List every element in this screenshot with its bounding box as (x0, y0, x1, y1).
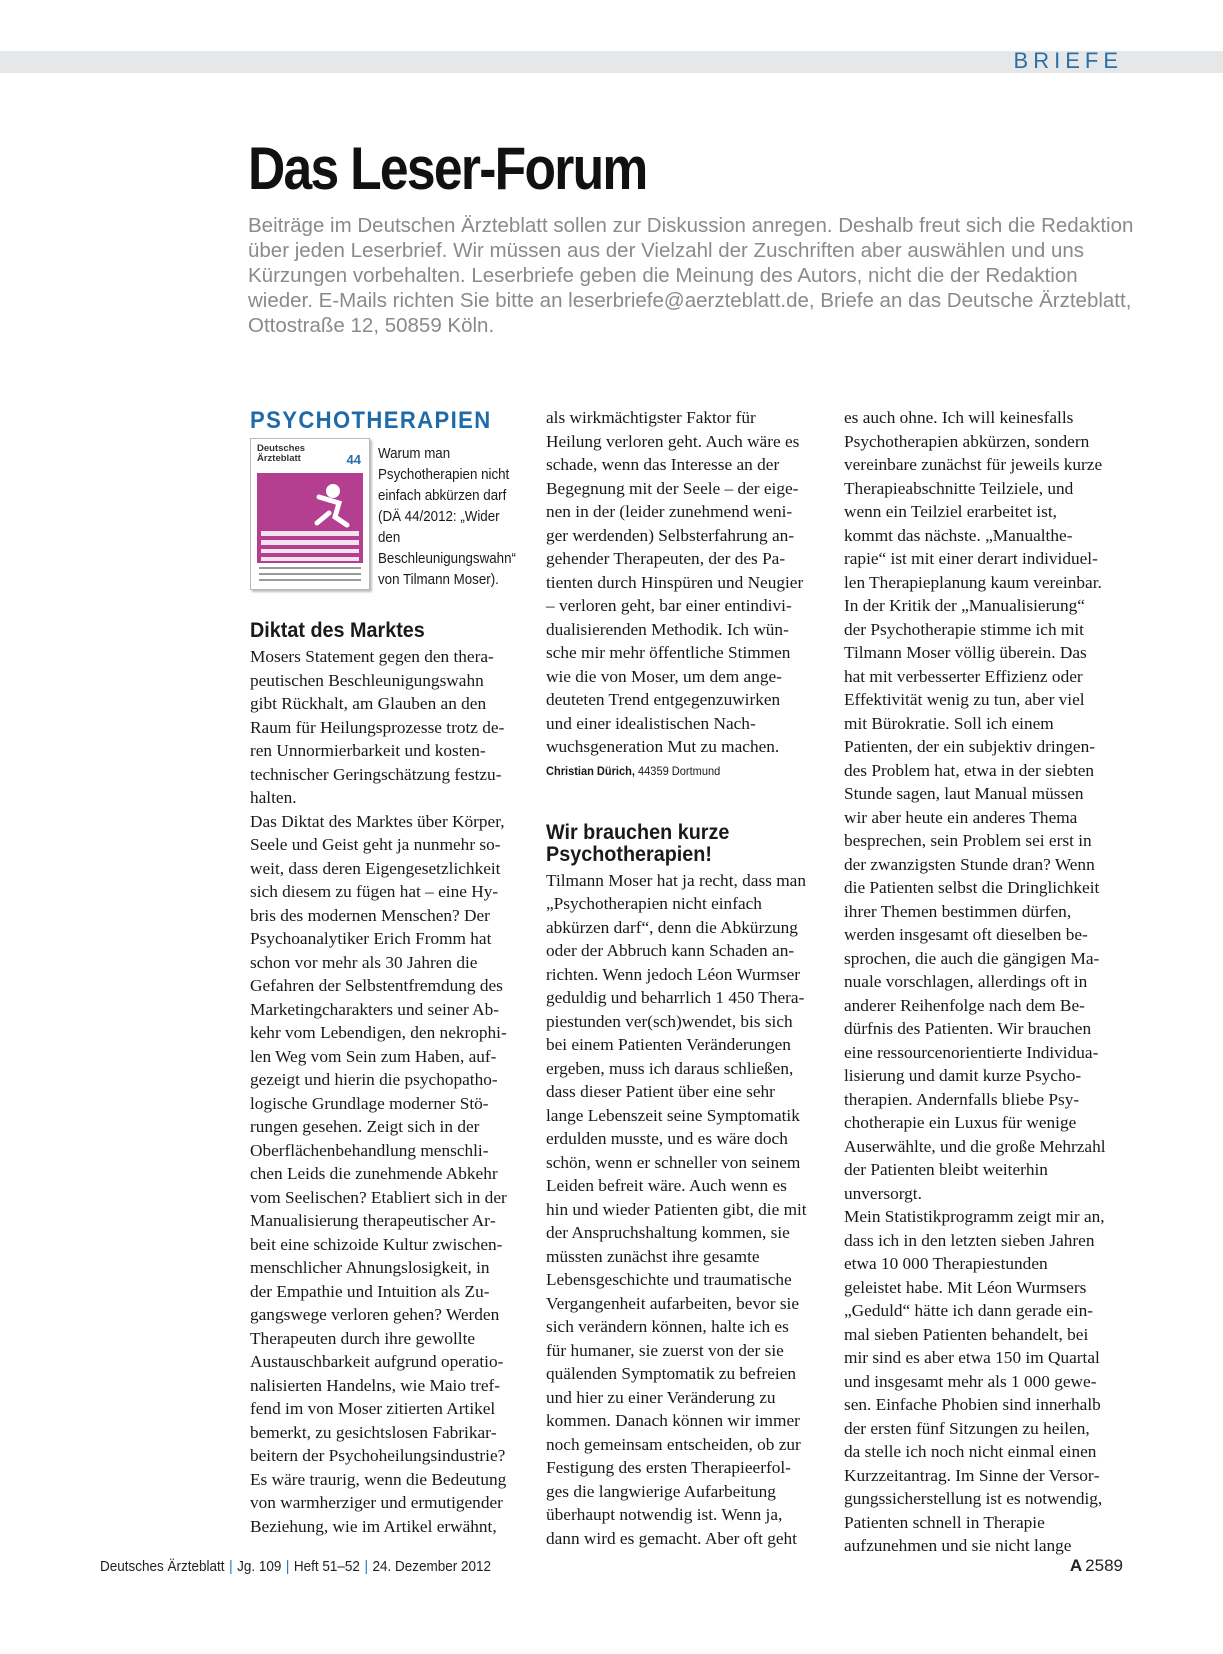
cover-artwork (257, 473, 363, 563)
page-number (1070, 1555, 1123, 1577)
letter-1-paragraph-1: Mosers Statement gegen den therapeutischen Beschleunigungswahn gibt Rückhalt, am Glauben an den Raum für Heilungsprozesse trotz deren Unnormierbarkeit und kostentechnischer Geringschätzung festzuhalten. (250, 647, 505, 807)
reference-box (250, 438, 516, 591)
reference-text: Warum man Psychotherapien nicht einfach abkürzen darf (DÄ 44/2012: „Wider den Beschleunigungswahn“ von Tilmann Moser). (378, 446, 516, 588)
column-1 (250, 406, 516, 1538)
column-2 (546, 406, 808, 1550)
footer-journal: Deutsches Ärzteblatt (100, 1558, 225, 1575)
page-number-letter: A (1069, 1556, 1083, 1575)
footer-separator: | (229, 1558, 233, 1575)
page-footer (100, 1557, 491, 1577)
page-title: Das Leser-Forum (248, 135, 647, 202)
magazine-cover-thumbnail (250, 438, 370, 590)
figure-icon (257, 473, 363, 563)
footer-date: 24. Dezember 2012 (372, 1558, 492, 1575)
footer-separator: | (285, 1558, 290, 1575)
page-number-value: 2589 (1085, 1556, 1123, 1575)
letter-1-signature (546, 761, 787, 781)
letter-1-paragraph-2: Das Diktat des Marktes über Körper, Seele und Geist geht ja nunmehr soweit, dass deren Eigengesetzlichkeit sich diesem zu fügen hat – eine Hybris des modernen Menschen? Der Psychoanalytiker Erich Fromm hat schon vor mehr als 30 Jahren die Gefahren der Selbstentfremdung des Marketingcharakters und seiner Abkehr vom Lebendigen, den nekrophilen Weg vom Sein zum Haben, aufgezeigt und hierin die psychopathologische Grundlage moderner Störungen gesehen. Zeigt sich in der Oberflächenbehandlung menschlichen Leids die zunehmende Abkehr vom Seelischen? Etabliert sich in der Manualisierung therapeutischer Arbeit eine schizoide Kultur zwischenmenschlicher Ahnungslosigkeit, in der Empathie und Intuition als Zugangswege verloren gehen? Werden Therapeuten durch ihre gewollte Austauschbarkeit aufgrund operationalisierten Handelns, wie Maio treffend im von Moser zitierten Artikel bemerkt, zu gesichtslosen Fabrikarbeitern der Psychoheilungsindustrie? Es wäre traurig, wenn die Bedeutung von warmherziger und ermutigender Beziehung, wie im Artikel erwähnt, (250, 811, 507, 1536)
cover-text-lines (259, 567, 361, 585)
letter-2-heading: Wir brauchen kurze Psychotherapien! (546, 819, 730, 866)
letter-2-paragraph-1: Tilmann Moser hat ja recht, dass man „Psychotherapien nicht einfach abkürzen darf“, denn die Abkürzung oder der Abbruch kann Schaden anrichten. Wenn jedoch Léon Wurmser geduldig und beharrlich 1 450 Therapiestunden ver(sch)wendet, bis sich bei einem Patienten Veränderungen ergeben, muss ich daraus schließen, dass dieser Patient über eine sehr lange Lebenszeit seine Symptomatik erdulden musste, und es wäre doch schön, wenn er schneller von seinem Leiden befreit wäre. Auch wenn es hin und wieder Patienten gibt, die mit der Anspruchshaltung kommen, sie müssten zunächst ihre gesamte Lebensgeschichte und traumatische Vergangenheit aufarbeiten, bevor sie sich verändern können, halte ich es für humaner, sie zuerst von der sie quälenden Symptomatik zu befreien und hier zu einer Veränderung zu kommen. Danach können wir immer noch gemeinsam entscheiden, ob zur Festigung des ersten Therapieerfolges die langwierige Aufarbeitung überhaupt notwendig ist. Wenn ja, dann wird es gemacht. Aber oft geht (546, 870, 807, 1548)
column-3 (844, 406, 1106, 1558)
letter-1-paragraph-2-continued: als wirkmächtigster Faktor für Heilung verloren geht. Auch wäre es schade, wenn das Interesse an der Begegnung mit der Seele – der eigenen in der (leider zunehmend weniger werdenden) Selbsterfahrung angehender Therapeuten, der des Patienten durch Hinspüren und Neugier – verloren geht, bar einer entindividualisierenden Methodik. Ich wünsche mir mehr öffentliche Stimmen wie die von Moser, um dem angedeuteten Trend entgegenzuwirken und einer idealistischen Nachwuchsgeneration Mut zu machen. (546, 408, 804, 756)
footer-issue: Heft 51–52 (293, 1558, 360, 1575)
intro-text: Beiträge im Deutschen Ärzteblatt sollen zur Diskussion anregen. Deshalb freut sich die Redaktion über jeden Leserbrief. Wir müssen aus der Vielzahl der Zuschriften aber auswählen und uns Kürzungen vorbehalten. Leserbriefe geben die Meinung des Autors, nicht die der Redaktion wieder. E-Mails richten Sie bitte an leserbriefe@aerzteblatt.de, Briefe an das Deutsche Ärzteblatt, Ottostraße 12, 50859 Köln. (248, 214, 1134, 337)
letter-1-location: 44359 Dortmund (638, 763, 721, 778)
topic-label: PSYCHOTHERAPIEN (250, 407, 492, 434)
cover-journal-name: Deutsches Ärzteblatt (257, 443, 306, 464)
letter-1-heading: Diktat des Marktes (250, 618, 425, 642)
letter-1-author: Christian Dürich, (546, 763, 635, 778)
footer-volume: Jg. 109 (237, 1558, 282, 1575)
letter-2-paragraph-2: Mein Statistikprogramm zeigt mir an, dass ich in den letzten sieben Jahren etwa 10 000 Therapiestunden geleistet habe. Mit Léon Wurmsers „Geduld“ hätte ich dann gerade einmal sieben Patienten behandelt, bei mir sind es aber etwa 150 im Quartal und insgesamt mehr als 1 000 gewesen. Einfache Phobien sind innerhalb der ersten fünf Sitzungen zu heilen, da stelle ich noch nicht einmal einen Kurzzeitantrag. Im Sinne der Versorgungssicherstellung ist es notwendig, Patienten schnell in Therapie aufzunehmen und sie nicht lange (844, 1207, 1105, 1555)
letter-2-paragraph-1-continued: es auch ohne. Ich will keinesfalls Psychotherapien abkürzen, sondern vereinbare zunächst für jeweils kurze Therapieabschnitte Teilziele, und wenn ein Teilziel erarbeitet ist, kommt das nächste. „Manualtherapie“ ist mit einer derart individuellen Therapieplanung kaum vereinbar. In der Kritik der „Manualisierung“ der Psychotherapie stimme ich mit Tilmann Moser völlig überein. Das hat mit verbesserter Effizienz oder Effektivität wenig zu tun, aber viel mit Bürokratie. Soll ich einem Patienten, der ein subjektiv dringendes Problem hat, etwa in der siebten Stunde sagen, laut Manual müssen wir aber heute ein anderes Thema besprechen, sein Problem sei erst in der zwanzigsten Stunde dran? Wenn die Patienten selbst die Dringlichkeit ihrer Themen bestimmen dürfen, werden insgesamt oft dieselben besprochen, die auch die gängigen Manuale vorschlagen, allerdings oft in anderer Reihenfolge nach dem Bedürfnis des Patienten. Wir brauchen eine ressourcenorientierte Individualisierung und damit kurze Psychotherapien. Andernfalls bliebe Psychotherapie ein Luxus für wenige Auserwählte, und die große Mehrzahl der Patienten bleibt weiterhin unversorgt. (844, 408, 1106, 1203)
footer-separator: | (364, 1558, 368, 1575)
cover-issue-number: 44 (346, 452, 361, 467)
section-label: BRIEFE (1013, 48, 1123, 73)
cover-header (257, 444, 363, 472)
